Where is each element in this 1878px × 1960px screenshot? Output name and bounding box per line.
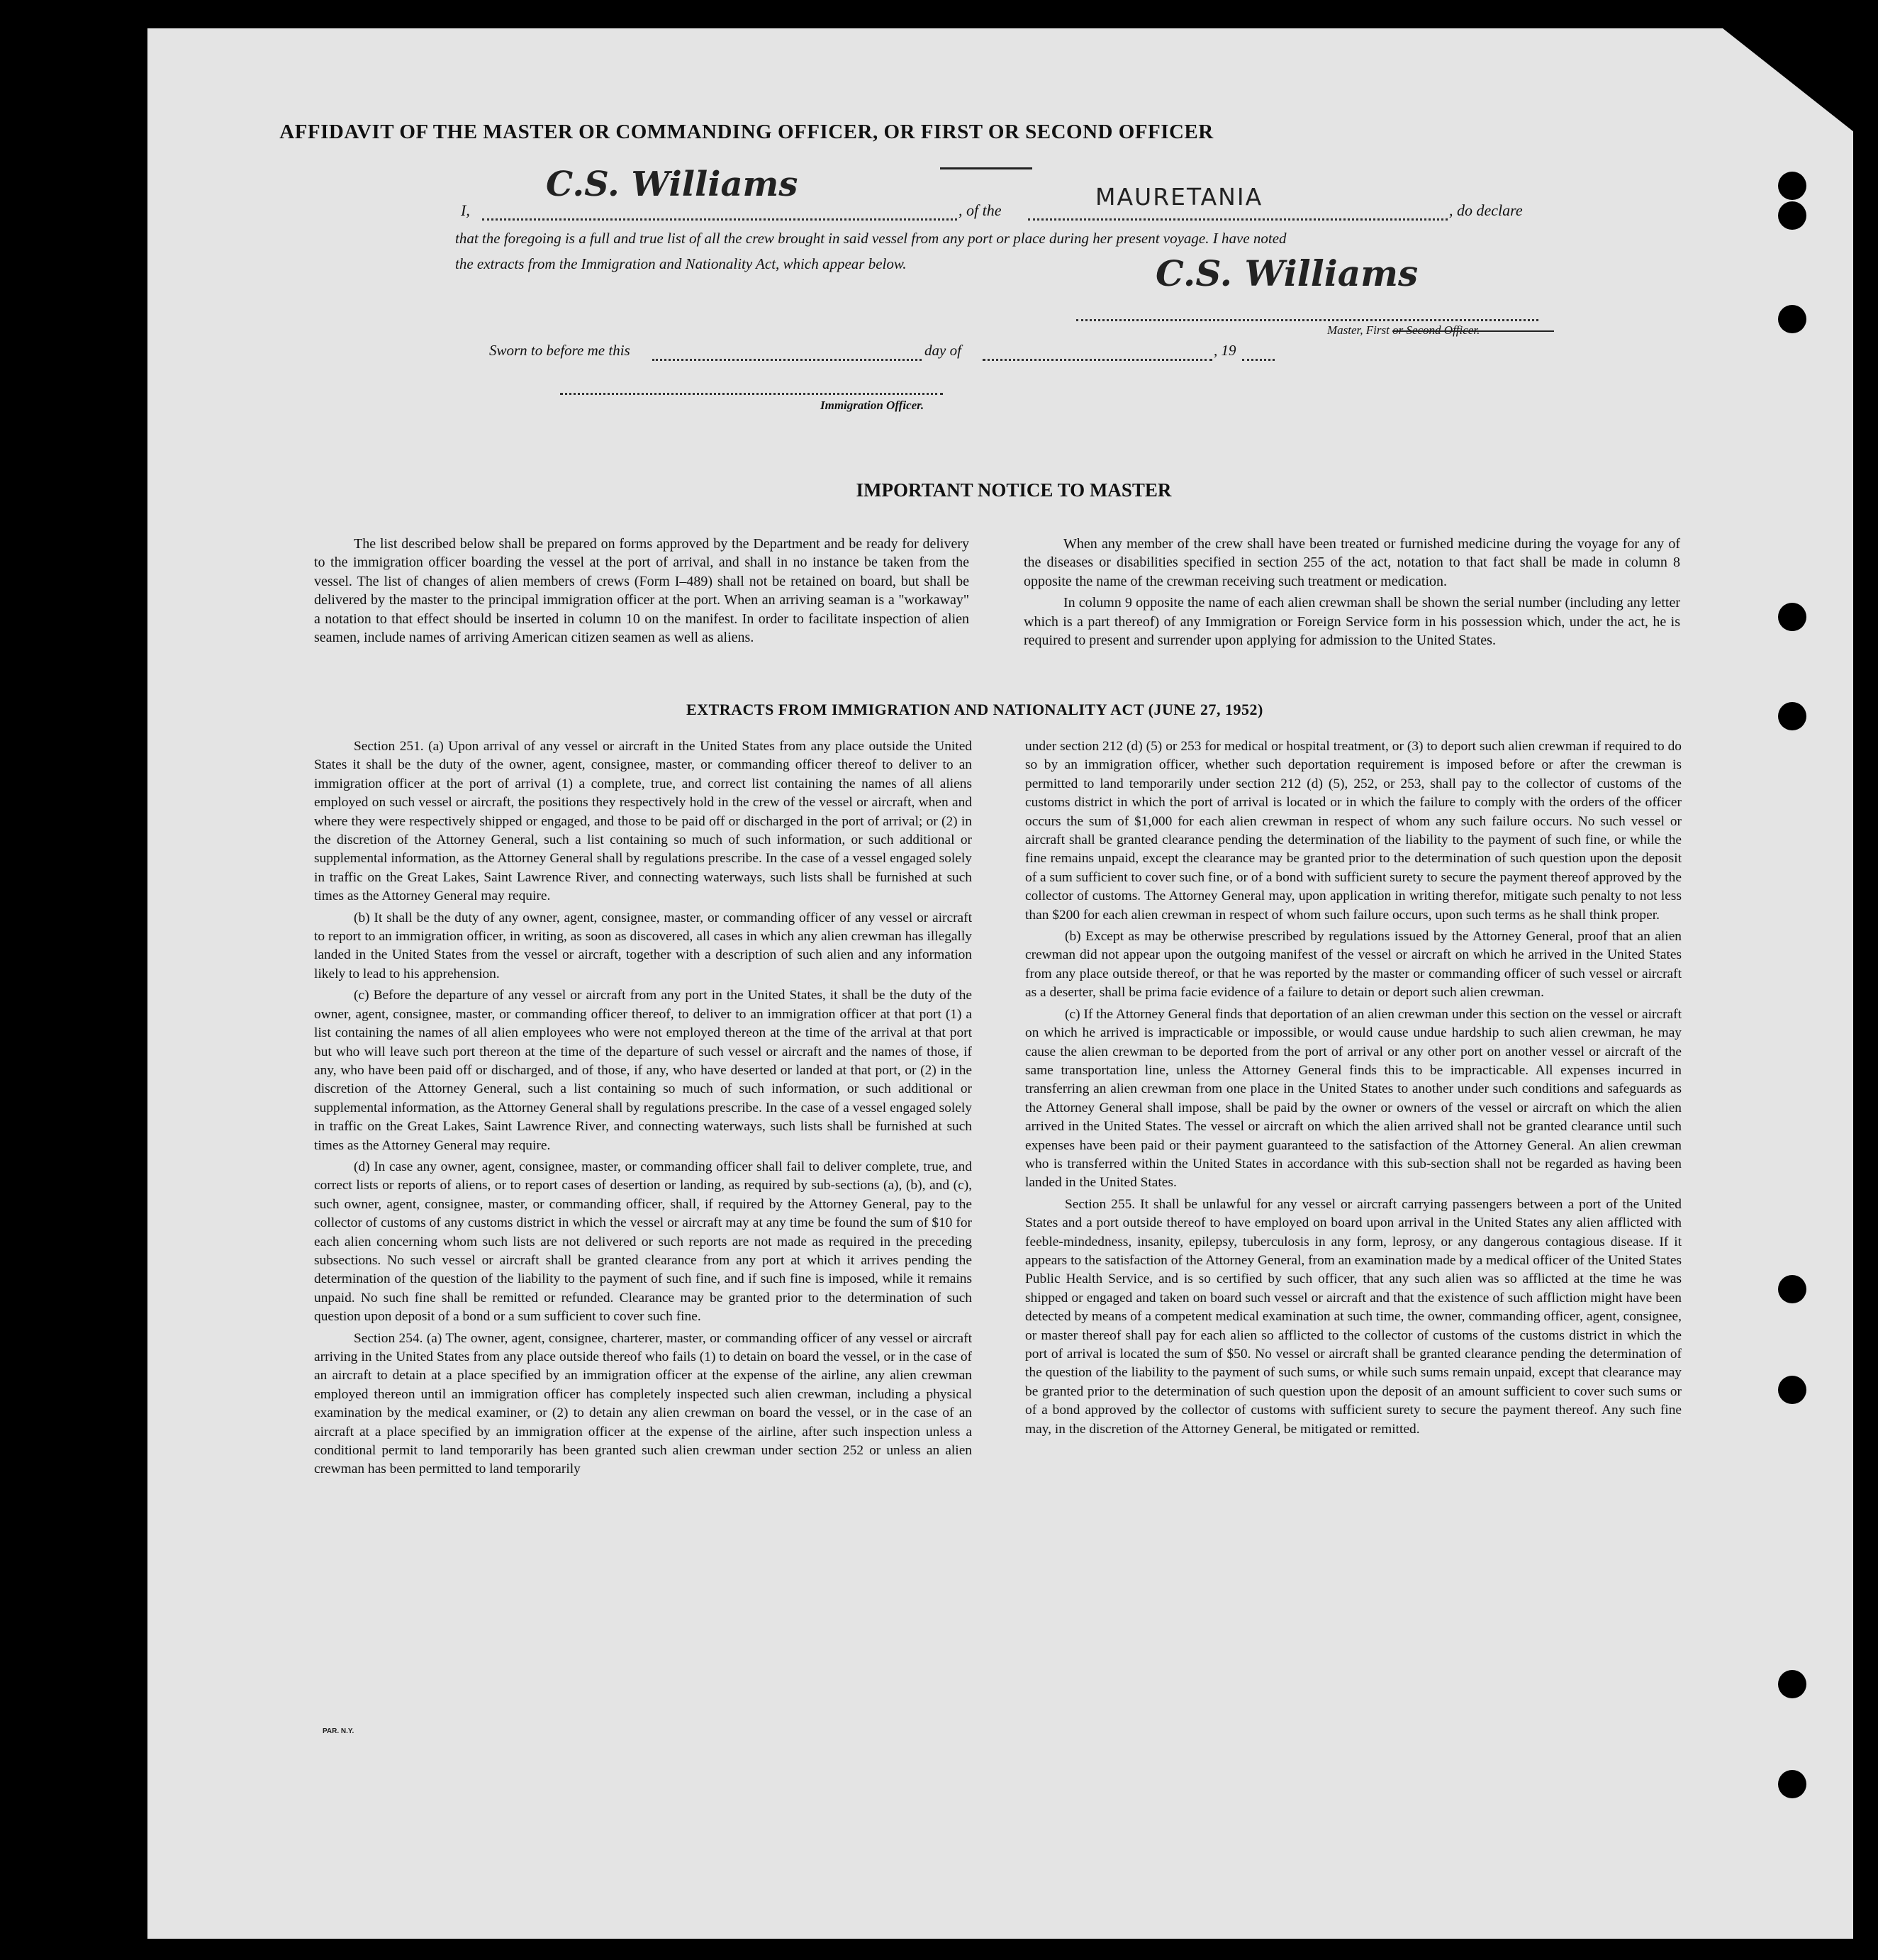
binder-hole (1778, 1376, 1806, 1404)
statute-paragraph: Section 255. It shall be unlawful for any vessel or aircraft carrying passengers between a port of the United States and a port outside thereof to have employed on board upon arrival in the United States any alien afflicted with feeble-mindedness, insanity, epilepsy, tuberculosis in any form, leprosy, or any dangerous contagious disease. If it appears to the satisfaction of the Attorney General, from an examination made by a medical officer of the United States Public Health Service, and is so certified by such officer, that any such alien was so afflicted at the time he was shipped or engaged and taken on board such vessel or aircraft and that the existence of such affliction might have been detected by means of a competent medical examination at such time, the owner, commanding officer, agent, consignee, or master thereof shall pay for each alien so afflicted to the collector of customs of the customs district in which the port of arrival is located the sum of $50. No vessel or aircraft shall be granted clearance pending the determination of the question of the liability to the payment of such sums, or while such sums remain unpaid, except that clearance may be granted prior to the determination of such question upon the deposit of an amount sufficient to cover such sums or of a bond approved by the collector of customs with sufficient surety to secure the payment thereof. Any such fine may, in the discretion of the Attorney General, be mitigated or remitted. (1025, 1196, 1682, 1437)
signer-caption: Master, First or Second Officer. (1327, 323, 1480, 337)
statute-paragraph: (b) It shall be the duty of any owner, agent, consignee, master, or commanding officer of any vessel or aircraft to report to an immigration officer, in writing, as soon as discovered, all cases in which any alien crewman has illegally landed in the United States from the vessel or aircraft, together with a description of such alien and any information likely to lead to his apprehension. (314, 910, 972, 981)
statute-paragraph: (d) In case any owner, agent, consignee, master, or commanding officer shall fail to deliver complete, true, and correct lists or reports of aliens, or to report cases of desertion or landing, as required by sub-sections (a), (b), and (c), such owner, agent, consignee, master, or commanding officer, shall, if required by the Attorney General, pay to the collector of customs of any customs district in which the vessel or aircraft may at any time be found the sum of $10 for each alien concerning whom such lists are not delivered or such reports are not made as required in the preceding subsections. No such vessel or aircraft shall be granted clearance from any port at which it arrives pending the determination of the question of the liability to the payment of such fine, and if such fine is imposed, while it remains unpaid. No such fine shall be remitted or refunded. Clearance may be granted prior to the determination of such question upon deposit of a bond or a sum sufficient to cover such fine. (314, 1159, 972, 1325)
label-of-the: , of the (958, 201, 1002, 219)
master-signature-name: C.S. Williams (546, 165, 798, 204)
statute-paragraph: (c) Before the departure of any vessel or aircraft from any port in the United States, it shall be the duty of the owner, agent, consignee, master, or commanding officer thereof, to deliver to an immigration officer at that port (1) a list containing the names of all alien employees who were not employed thereon at the time of the arrival at that port but who will leave such port thereon at the time of the departure of such vessel or aircraft and the names of those, if any, who have been paid off or discharged, and of those, if any, who have deserted or landed at that port, or (2) in the discretion of the Attorney General, such a list containing so much of such information, or such additional or supplemental information, as the Attorney General shall by regulations prescribe. In the case of a vessel engaged solely in traffic on the Great Lakes, Saint Lawrence River, and connecting waterways, such lists shall be furnished at such times as the Attorney General may require. (314, 988, 972, 1153)
binder-hole (1778, 1275, 1806, 1303)
binder-hole (1778, 305, 1806, 333)
binder-hole (1778, 1670, 1806, 1698)
label-year: , 19 (1214, 342, 1236, 359)
notice-paragraph: When any member of the crew shall have been treated or furnished medicine during the voyage for any of the diseases or disabilities specified in section 255 of the act, notation to that fact shall be made in column 8 opposite the name of the crewman receiving such treatment or medication. (1024, 536, 1680, 589)
affidavit-title: AFFIDAVIT OF THE MASTER OR COMMANDING OFFICER, OR FIRST OR SECOND OFFICER (279, 121, 1214, 143)
statute-paragraph: Section 254. (a) The owner, agent, consignee, charterer, master, or commanding officer of any vessel or aircraft arriving in the United States from any place outside thereof who fails (1) to detain on board the vessel, or in the case of an aircraft to detain at a place specified by an immigration officer at the expense of the airline, any alien crewman employed thereon until an immigration officer has completely inspected such alien crewman, including a physical examination by the medical examiner, or (2) to detain any alien crewman on board the vessel, or in the case of an aircraft at a place specified by an immigration officer at the expense of the airline, after such inspection unless a conditional permit to land temporarily has been granted such alien crewman under section 252 or unless an alien crewman has been permitted to land temporarily (314, 1330, 972, 1477)
binder-hole (1778, 702, 1806, 730)
torn-corner (1723, 28, 1857, 135)
vessel-name: MAURETANIA (1095, 183, 1263, 211)
notice-title: IMPORTANT NOTICE TO MASTER (856, 479, 1172, 501)
officer-caption: Immigration Officer. (820, 399, 924, 412)
binder-hole (1778, 172, 1806, 200)
notice-paragraph: In column 9 opposite the name of each alien crewman shall be shown the serial number (including any letter which is a part thereof) of any Immigration or Foreign Service form in his possession which, under the act, he is required to present and surrender upon applying for admission to the United States. (1024, 595, 1680, 649)
sworn-day-line (652, 359, 922, 361)
sworn-year-line (1242, 359, 1275, 361)
statute-paragraph: (b) Except as may be otherwise prescribed by regulations issued by the Attorney General, proof that an alien crewman did not appear upon the outgoing manifest of the vessel or aircraft on which he arrived in the United States from any place outside thereof, or that he was reported by the master or commanding officer of such vessel or aircraft as a deserter, shall be prima facie evidence of a failure to detain or deport such alien crewman. (1025, 929, 1682, 1001)
master-signature: C.S. Williams (1156, 252, 1419, 294)
sworn-label: Sworn to before me this (489, 342, 630, 359)
statute-paragraph: (c) If the Attorney General finds that deportation of an alien crewman under this section on the vessel or aircraft on which he arrived is impracticable or impossible, or would cause undue hardship to such alien crewman, he may cause the alien crewman to be deported from the port of arrival or any other port on another vessel or aircraft of the same transportation line, unless the Attorney General finds this to be impracticable. All expenses incurred in transferring an alien crewman from one place in the United States to another under such conditions and safeguards as the Attorney General shall impose, shall be paid by the owner or owners of the vessel or aircraft on which the alien arrived in the United States. The vessel or aircraft on which the alien arrived shall not be granted clearance until such expenses have been paid or their payment guaranteed to the satisfaction of the Attorney General. An alien crewman who is transferred within the United States in accordance with this sub-section shall not be regarded as having been landed in the United States. (1025, 1006, 1682, 1191)
extracts-left-column (314, 737, 972, 1482)
affidavit-text-line1: that the foregoing is a full and true list of all the crew brought in said vessel from any port or place during her present voyage. I have noted (455, 230, 1287, 247)
binder-hole (1778, 603, 1806, 631)
extracts-right-column (1025, 737, 1682, 1442)
vessel-line (1028, 218, 1448, 221)
binder-hole (1778, 1770, 1806, 1798)
statute-paragraph: Section 251. (a) Upon arrival of any vessel or aircraft in the United States from any place outside the United States it shall be the duty of the owner, agent, consignee, master, or commanding officer thereof to deliver to an immigration officer at the port of arrival (1) a complete, true, and correct list containing the names of all aliens employed on such vessel or aircraft, the positions they respectively hold in the crew of the vessel or aircraft, when and where they were respectively shipped or engaged, and those to be paid off or discharged in the port of arrival; or (2) in the discretion of the Attorney General, such a list containing so much of such information, or such additional or supplemental information, as the Attorney General shall by regulations prescribe. In the case of a vessel engaged solely in traffic on the Great Lakes, Saint Lawrence River, and connecting waterways, such lists shall be furnished at such times as the Attorney General may require. (314, 739, 972, 904)
officer-signature-line (560, 393, 943, 395)
signature-line (1076, 319, 1538, 321)
label-do-declare: , do declare (1449, 201, 1523, 219)
strikeout-line (1392, 330, 1554, 332)
binder-hole (1778, 201, 1806, 230)
label-day-of: day of (924, 342, 961, 359)
sworn-month-line (983, 359, 1212, 361)
affidavit-text-line2: the extracts from the Immigration and Nationality Act, which appear below. (455, 255, 907, 272)
extracts-title: EXTRACTS FROM IMMIGRATION AND NATIONALITY ACT (JUNE 27, 1952) (686, 701, 1263, 718)
notice-left-column (314, 535, 969, 650)
name-line (482, 218, 957, 221)
notice-paragraph: The list described below shall be prepared on forms approved by the Department and be ready for delivery to the immigration officer boarding the vessel at the port of arrival, and shall in no instance be taken from the vessel. The list of changes of alien members of crews (Form I–489) shall not be retained on board, but shall be delivered by the master to the principal immigration officer at the port. When an arriving seaman is a "workaway" a notation to that effect should be inserted in column 10 on the manifest. In order to facilitate inspection of alien seamen, include names of arriving American citizen seamen as well as aliens. (314, 536, 969, 646)
statute-paragraph: under section 212 (d) (5) or 253 for medical or hospital treatment, or (3) to deport such alien crewman if required to do so by an immigration officer, whether such deportation requirement is imposed before or after the crewman is permitted to land temporarily under section 212 (d) (5), 252, or 253, shall pay to the collector of customs of the customs district in which the port of arrival is located or in which the failure to comply with the orders of the officer occurs the sum of $1,000 for each alien crewman in respect of whom any such failure occurs. No such vessel or aircraft shall be granted clearance pending the determination of the liability to the payment of such fine, or while the fine remains unpaid, except the clearance may be granted prior to the determination of such question upon the deposit of a sum sufficient to cover such fine, or of a bond with sufficient surety to secure the payment thereof approved by the collector of customs. The Attorney General may, upon application in writing therefor, mitigate such penalty to not less than $200 for each alien crewman in respect of whom such failure occurs, upon such terms as he shall think proper. (1025, 739, 1682, 923)
label-i: I, (461, 201, 470, 219)
notice-right-column (1024, 535, 1680, 652)
printer-mark: PAR. N.Y. (323, 1727, 354, 1735)
title-divider (940, 167, 1032, 169)
